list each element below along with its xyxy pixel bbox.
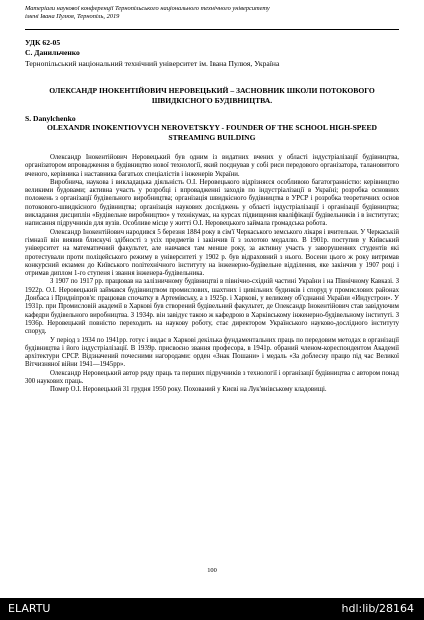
paragraph: Олександр Інокентійович народився 5 березня 1884 року в сім'ї Черкаського земського лікаря і вчительки. У Черкаській гімназії він виявив блискучі здібності з усіх предметів і закінчив її з золотою медаллю. В 1901р. поступив у Київський університет на математичний факультет, але навчався там менше року, за активну участь у заворушеннях студентів які протестували проти поліцейського режиму в університеті у 1902 р. був відраховний з нього. Восени цього ж року витримав конкурсний екзамен до Київського політехнічного інституту на інженерно-будівельне відділення, яке закінчив у 1907 році і отримав диплом 1-го ступеня і звання інженера-будівельника. (25, 228, 399, 278)
paragraph: З 1907 по 1917 рр. працював на залізничному будівництві в північно-східній частині України і на Північному Кавказі. З 1922р. О.І. Неровецький займався будівництвом промислових, шахтних і цивільних будинків і споруд у промислових районах Донбаса і Придніпров'я: працював спочатку в Артемівську, а з 1925р. і Харкові, у великому об'єднанні України «Индустрои». У 1931р. при Промисловій академії в Харкові був створений будівельний факультет, де Олександр Інокентійович став завідуючим кафедри будівельного виробництва. З 1934р. він завідує такою ж кафедрою в Харківському інженерно-будівельному інституті. З 1936р. Неровецький повністю переходить на наукову роботу, стає директором Українського науково-дослідного інституту споруд. (25, 278, 399, 336)
paragraph: У період з 1934 по 1941рр. готує і видає в Харкові декілька фундаментальних праць по передовим методах в організації будівництва і його індустріалізації. В 1939р. присвоєно звання професора, в 1941р. обраний членом-кореспондентом Академії архітектури СРСР. Відзначений почесними нагородами: орден «Знак Пошани» і медаль «За доблесну працю під час Великої Вітчизняної війни 1941—1945рр». (25, 336, 399, 369)
header-line-1: Матеріали наукової конференції Тернопільського національного технічного університету (25, 5, 270, 12)
udc-code: УДК 62-05 (25, 38, 61, 47)
page-number: 100 (207, 567, 217, 574)
repository-name: ELARTU (8, 602, 51, 615)
handle-id[interactable]: hdl:lib/28164 (341, 602, 414, 615)
affiliation: Тернопільський національний технічний університет ім. Івана Пулюя, Україна (25, 59, 280, 68)
title-en: OLEXANDR INOKENTIOVYCH NEROVETSKYY - FOUNDER OF THE SCHOOL HIGH-SPEED STREAMING BUILDING (46, 123, 378, 142)
title-ua: ОЛЕКСАНДР ІНОКЕНТІЙОВИЧ НЕРОВЕЦЬКИЙ – ЗАСНОВНИК ШКОЛИ ПОТОКОВОГО ШВИДКІСНОГО БУДІВНИЦТВА. (49, 86, 375, 105)
article-body (25, 154, 399, 395)
paragraph: Олександр Інокентійович Неровецький був одним із видатних вчених у області індустріалізації будівництва, організатором впровадження в будівництво нової технології, який поєднував у собі риси передового організатора, талановитого вченого, керівника і наставника багатьох спеціалістів і інженерів України. (25, 154, 399, 178)
paragraph: Помер О.І. Неровецький 31 грудня 1950 року. Похований у Києві на Лук'янівському кладовищі. (50, 386, 327, 394)
author-ua: С. Данильченко (25, 48, 80, 57)
author-en: S. Danylchenko (25, 114, 76, 123)
header-line-2: імені Івана Пулюя, Тернопіль, 2019 (25, 13, 120, 20)
repository-footer (0, 598, 424, 620)
paragraph: Виробнича, наукова і викладацька діяльність О.І. Неровецького відрізняєся особливою багатогранністю: керівництво великими будовами; активна участь у розробці і впровадженні заходів по індустріалізації в Україні; розробка основних положень з організації будівельного виробництва; організація швидкісного будівництва в УРСР і розробка теоретичних основ потокового-швидкісного будівництва; організація наукових досліджень у області індустріалізації і організації будівництва; викладання дисциплін «Будівельне виробництво» у технікумах, на курсах підвищення кваліфікації будівельників і в інститутах; написання підручників для вузів. Особливе місце у житті О.І. Неровецького займала громадська робота. (25, 178, 399, 228)
paragraph: Олександр Неровецький автор ряду праць та перших підручників з технології і організації будівництва с автором понад 300 наукових праць. (25, 369, 399, 386)
running-header (25, 5, 399, 30)
